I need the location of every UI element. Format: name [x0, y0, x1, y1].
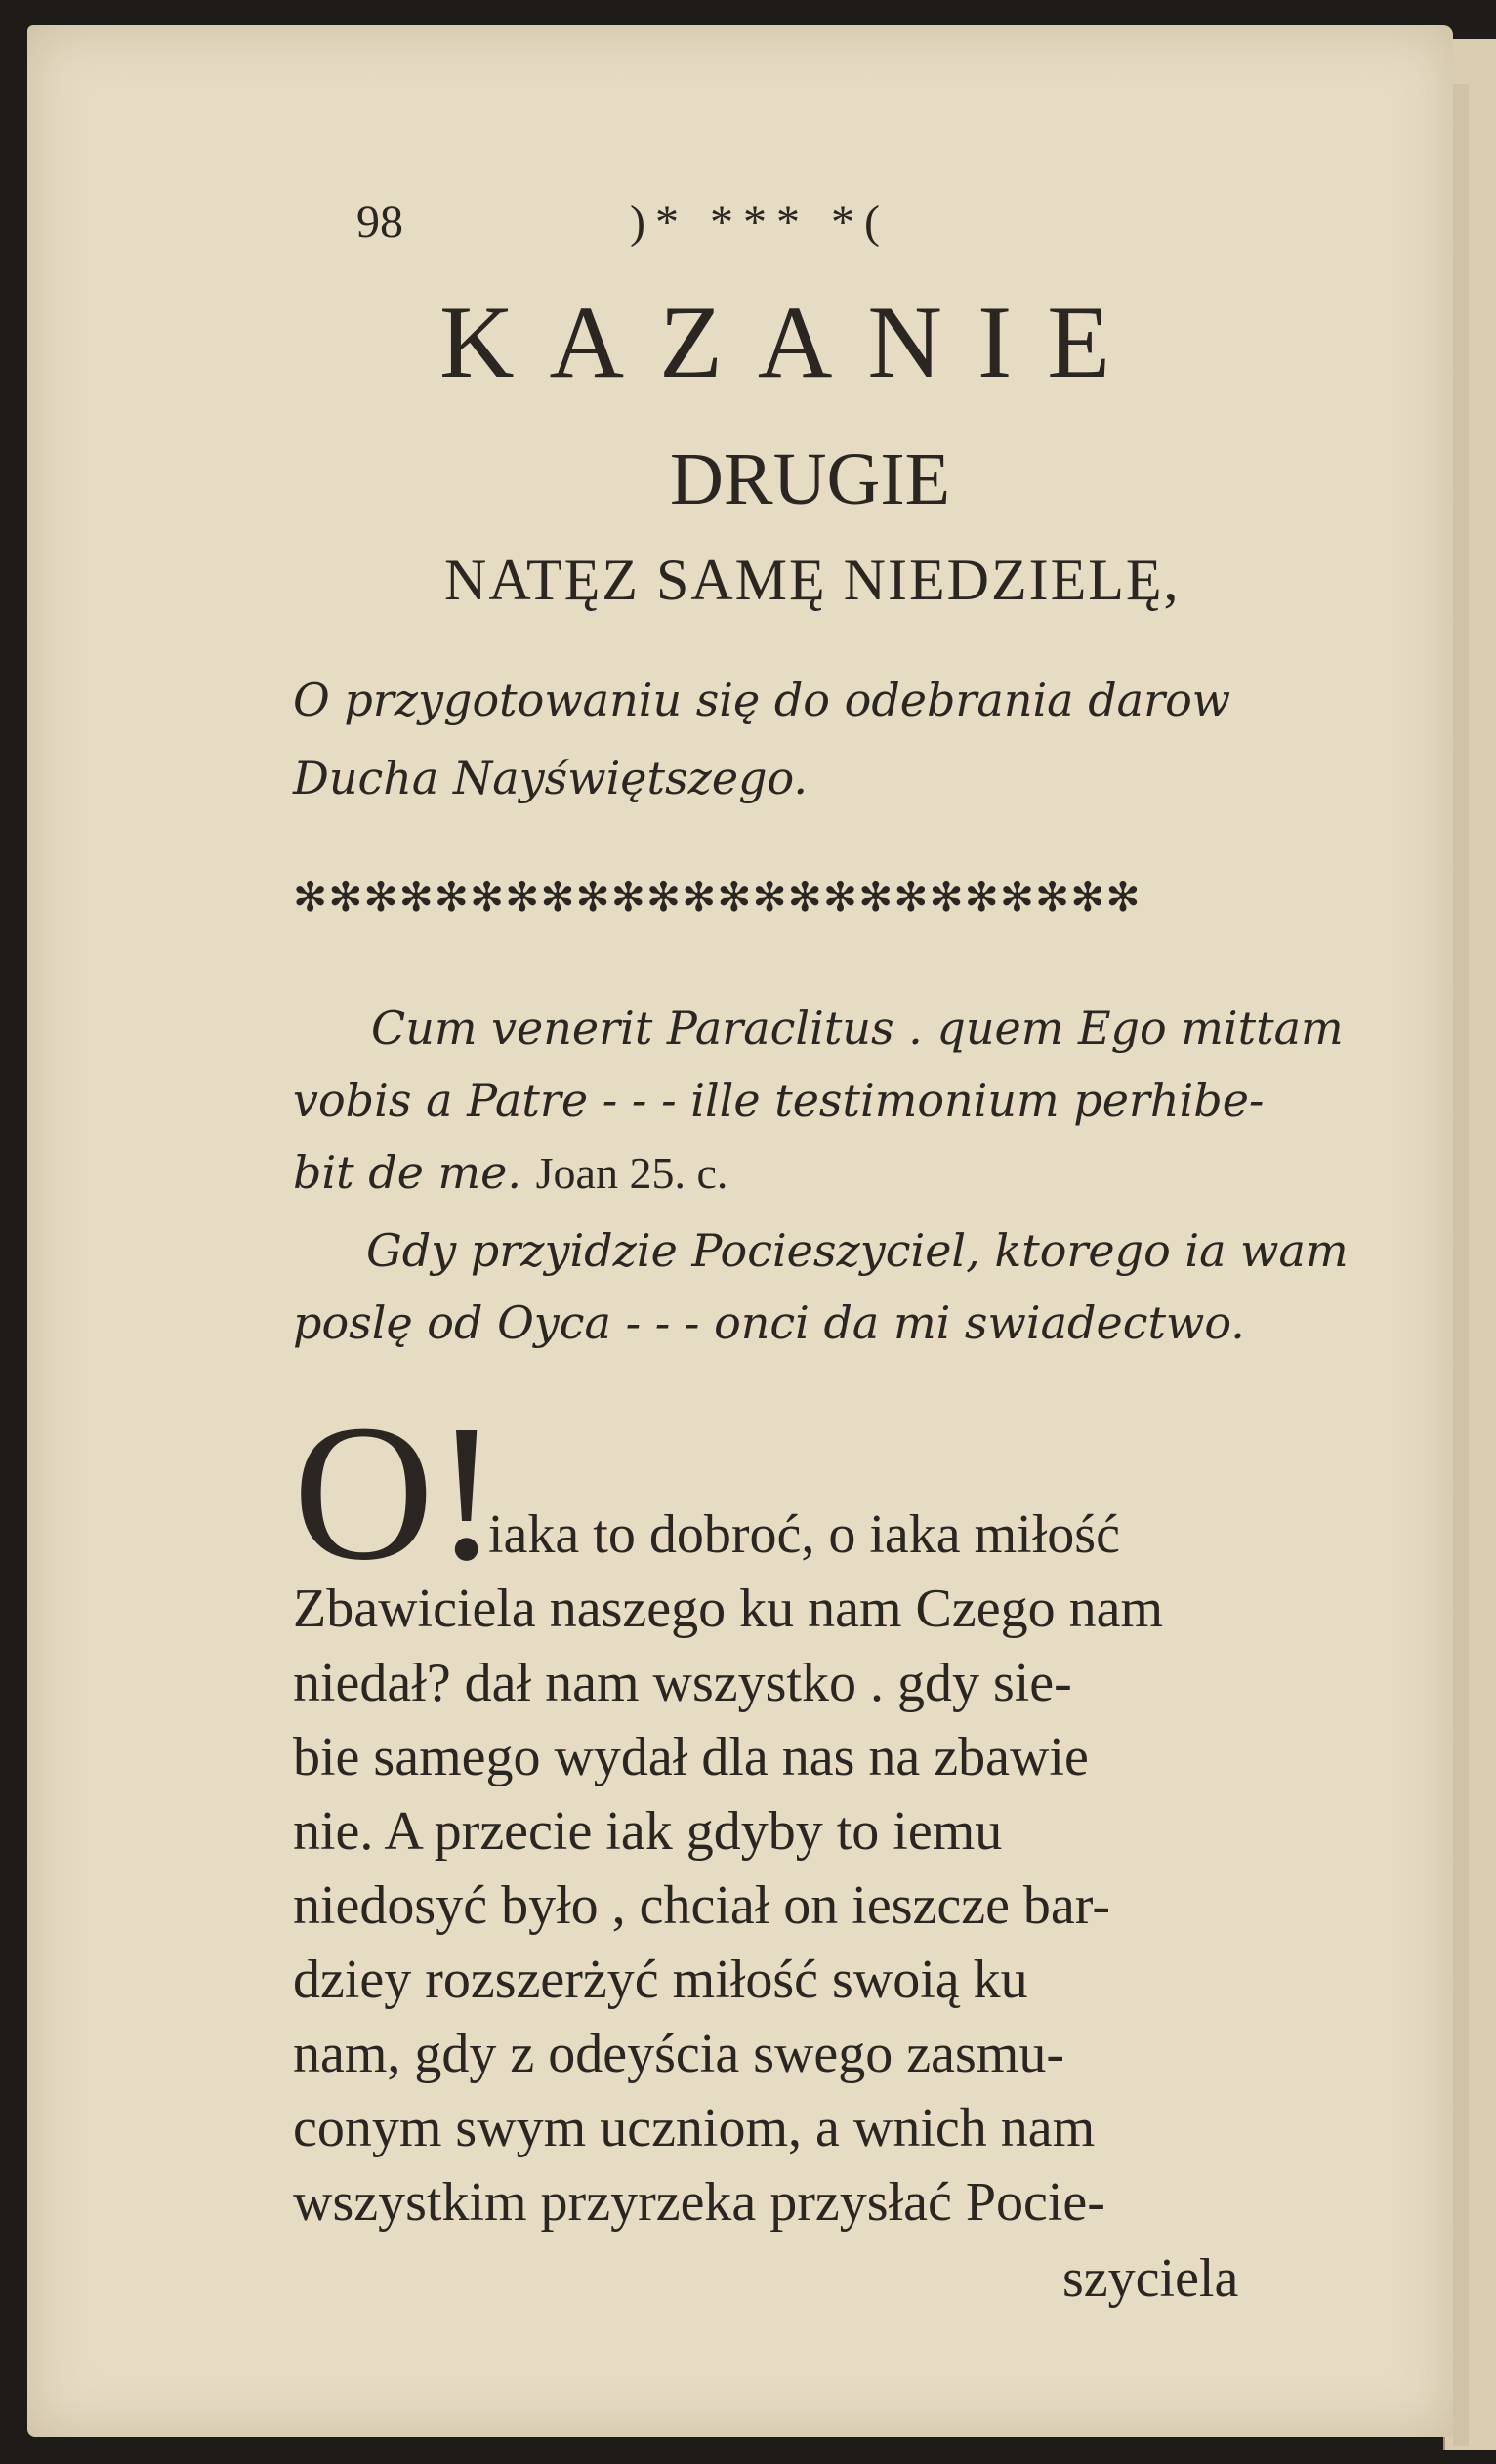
title-drugie: DRUGIE	[670, 438, 951, 520]
bible-reference: Joan 25. c.	[535, 1148, 728, 1198]
body-line: nie. A przecie iak gdyby to iemu	[293, 1801, 1003, 1862]
subtitle-line-1: O przygotowaniu się do odebrania darow	[293, 674, 1231, 726]
epigraph-line-2: vobis a Patre - - - ille testimonium perhibe-	[293, 1074, 1265, 1127]
body-line: wszystkim przyrzeka przysłać Pocie-	[293, 2172, 1105, 2233]
body-line: bie samego wydał dla nas na zbawie	[293, 1727, 1089, 1787]
subtitle-line-2: Ducha Nayświętszego.	[293, 752, 809, 804]
body-line: nam, gdy z odeyścia swego zasmu-	[293, 2024, 1064, 2084]
body-line: conym swym uczniom, a wnich nam	[293, 2098, 1096, 2158]
epigraph-line-1: Cum venerit Paraclitus . quem Ego mittam	[371, 1002, 1344, 1054]
title-kazanie: KAZANIE	[439, 285, 1145, 399]
page-number: 98	[356, 196, 403, 248]
ornamental-rule: ✻✻✻✻✻✻✻✻✻✻✻✻✻✻✻✻✻✻✻✻✻✻✻✻	[293, 873, 1142, 921]
body-line: Zbawiciela naszego ku nam Czego nam	[293, 1579, 1163, 1639]
drop-initial: O!	[293, 1385, 500, 1601]
body-line: niedał? dał nam wszystko . gdy sie-	[293, 1653, 1072, 1713]
title-niedziele: NATĘZ SAMĘ NIEDZIELĘ,	[444, 548, 1181, 612]
epigraph-line-3	[293, 1146, 727, 1199]
body-line: iaka to dobroć, o iaka miłość	[488, 1504, 1120, 1565]
body-line: niedosyć było , chciał on ieszcze bar-	[293, 1875, 1110, 1936]
epigraph-line-4: Gdy przyidzie Pocieszyciel, ktorego ia wam	[366, 1224, 1349, 1277]
epigraph-line-5: poslę od Oyca - - - onci da mi swiadectwo.	[293, 1296, 1245, 1349]
header-ornament: )* *** *(	[630, 196, 890, 248]
body-line: dziey rozszerżyć miłość swoią ku	[293, 1950, 1028, 2010]
page-edge	[1453, 84, 1469, 2446]
catchword: szyciela	[1062, 2248, 1239, 2309]
epigraph-line-3-text: bit de me.	[293, 1146, 536, 1199]
